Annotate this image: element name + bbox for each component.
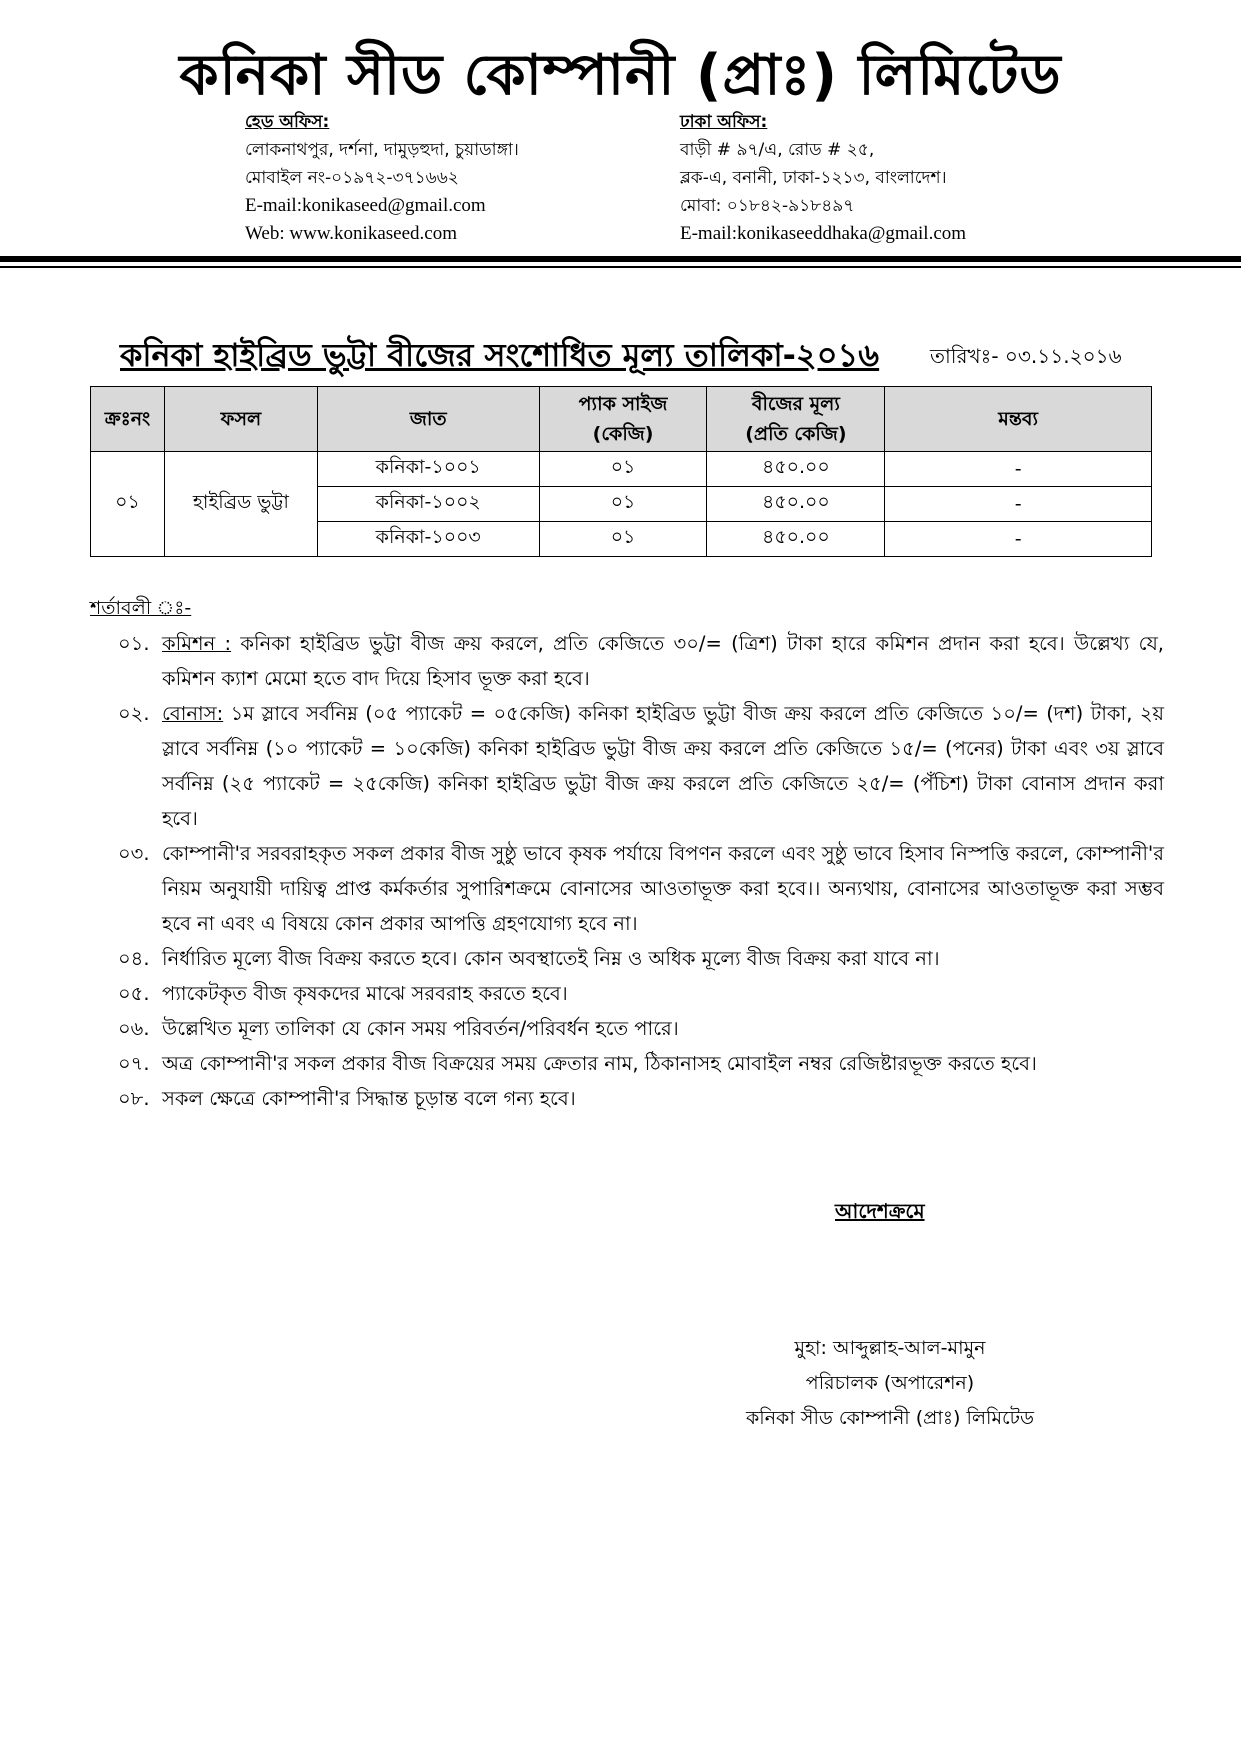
term-label: কমিশন : [162,632,232,655]
term-number: ০১. [118,632,150,655]
table-row [91,452,1152,487]
term-item [118,836,1164,941]
cell-remarks: - [885,522,1152,557]
price-table-header [91,387,1152,452]
term-body [162,626,1164,696]
header-price-line1: বীজের মূল্য [751,393,840,415]
company-name: কনিকা সীড কোম্পানী (প্রাঃ) লিমিটেড [179,43,1062,108]
head-office-block [245,108,519,248]
head-office-heading: হেড অফিস: [245,112,330,132]
term-text: কনিকা হাইব্রিড ভুট্টা বীজ ক্রয় করলে, প্রতি কেজিতে ৩০/= (ত্রিশ) টাকা হারে কমিশন প্রদান করা হবে। উল্লেখ্য যে, কমিশন ক্যাশ মেমো হতে বাদ দিয়ে হিসাব ভূক্ত করা হবে। [162,632,1165,690]
header-crop: ফসল [164,387,317,452]
term-text: প্যাকেটকৃত বীজ কৃষকদের মাঝে সরবরাহ করতে হবে। [162,982,568,1005]
dhaka-office-heading: ঢাকা অফিস: [680,112,768,132]
cell-variety: কনিকা-১০০১ [317,452,539,487]
term-number: ০৬. [118,1017,150,1040]
terms-list [118,626,1164,1116]
term-number: ০৩. [118,842,150,865]
dhaka-office-address-line2: ব্লক-এ, বনানী, ঢাকা-১২১৩, বাংলাদেশ। [680,168,947,188]
term-number: ০৭. [118,1052,150,1075]
cell-variety: কনিকা-১০০৩ [317,522,539,557]
cell-price: ৪৫০.০০ [707,452,885,487]
term-text: ১ম স্লাবে সর্বনিম্ন (০৫ প্যাকেট = ০৫কেজি) কনিকা হাইব্রিড ভুট্টা বীজ ক্রয় করলে প্রতি কেজিতে ১০/= (দশ) টাকা, ২য় স্লাবে সর্বনিম্ন (১০ প্যাকেট = ১০কেজি) কনিকা হাইব্রিড ভুট্টা বীজ ক্রয় করলে প্রতি কেজিতে ১৫/= (পনের) টাকা এবং ৩য় স্লাবে সর্বনিম্ন (২৫ প্যাকেট = ২৫কেজি) কনিকা হাইব্রিড ভুট্টা বীজ ক্রয় করলে প্রতি কেজিতে ২৫/= (পঁচিশ) টাকা বোনাস প্রদান করা হবে। [162,702,1164,830]
header-pack-size-line2: (কেজি) [592,423,654,445]
dhaka-office-address-line1: বাড়ী # ৯৭/এ, রোড # ২৫, [680,140,875,160]
cell-price: ৪৫০.০০ [707,487,885,522]
term-item [118,696,1164,836]
cell-variety: কনিকা-১০০২ [317,487,539,522]
term-text: সকল ক্ষেত্রে কোম্পানী'র সিদ্ধান্ত চূড়ান্ত বলে গন্য হবে। [162,1087,576,1110]
header-price-line2: (প্রতি কেজি) [745,423,847,445]
term-text: কোম্পানী'র সরবরাহকৃত সকল প্রকার বীজ সুষ্ঠু ভাবে কৃষক পর্যায়ে বিপণন করলে এবং সুষ্ঠু ভাবে হিসাব নিস্পত্তি করলে, কোম্পানী'র নিয়ম অনুযায়ী দায়িত্ব প্রাপ্ত কর্মকর্তার সুপারিশক্রমে বোনাসের আওতাভূক্ত করা হবে।। অন্যথায়, বোনাসের আওতাভূক্ত করা সম্ভব হবে না এবং এ বিষয়ে কোন প্রকার আপত্তি গ্রহণযোগ্য হবে না। [162,842,1164,935]
terms-title: শর্তাবলী ঃ- [90,597,192,619]
head-office-address: লোকনাথপুর, দর্শনা, দামুড়হুদা, চুয়াডাঙ্গা। [245,140,519,160]
signatory-name: মুহা: আব্দুল্লাহ-আল-মামুন [794,1337,986,1359]
cell-remarks: - [885,452,1152,487]
cell-pack-size: ০১ [539,522,707,557]
term-item [118,941,1164,976]
term-label: বোনাস: [162,702,224,725]
term-text: নির্ধারিত মূল্যে বীজ বিক্রয় করতে হবে। কোন অবস্থাতেই নিম্ন ও অধিক মূল্যে বীজ বিক্রয় করা যাবে না। [162,947,940,970]
term-number: ০৮. [118,1087,150,1110]
term-body [162,696,1164,836]
header-remarks: মন্তব্য [885,387,1152,452]
header-pack-size [539,387,707,452]
cell-serial: ০১ [91,452,165,557]
header-variety: জাত [317,387,539,452]
cell-price: ৪৫০.০০ [707,522,885,557]
dhaka-office-block [680,108,966,248]
price-list-title: কনিকা হাইব্রিড ভুট্টা বীজের সংশোধিত মূল্য তালিকা-২০১৬ [120,336,880,374]
signatory-company: কনিকা সীড কোম্পানী (প্রাঃ) লিমিটেড [745,1407,1034,1429]
header-price [707,387,885,452]
term-item [118,626,1164,696]
term-number: ০৪. [118,947,150,970]
header-pack-size-line1: প্যাক সাইজ [578,393,668,415]
term-item [118,1046,1164,1081]
header-serial: ক্রঃনং [91,387,165,452]
price-list-date: তারিখঃ- ০৩.১১.২০১৬ [930,344,1122,368]
head-office-web: Web: www.konikaseed.com [245,223,457,244]
cell-remarks: - [885,487,1152,522]
term-item [118,1081,1164,1116]
header-divider-thick [0,256,1241,262]
order-by-label: আদেশক্রমে [835,1199,925,1223]
term-item [118,1011,1164,1046]
dhaka-office-email: E-mail:konikaseeddhaka@gmail.com [680,223,967,244]
term-item [118,976,1164,1011]
term-text: উল্লেখিত মূল্য তালিকা যে কোন সময় পরিবর্তন/পরিবর্ধন হতে পারে। [162,1017,679,1040]
dhaka-office-mobile: মোবা: ০১৮৪২-৯১৮৪৯৭ [680,196,855,216]
head-office-email: E-mail:konikaseed@gmail.com [245,195,486,216]
term-number: ০২. [118,702,150,725]
term-number: ০৫. [118,982,150,1005]
header-divider-thin [0,266,1241,268]
cell-pack-size: ০১ [539,452,707,487]
head-office-mobile: মোবাইল নং-০১৯৭২-৩৭১৬৬২ [245,168,459,188]
cell-crop: হাইব্রিড ভুট্টা [164,452,317,557]
term-text: অত্র কোম্পানী'র সকল প্রকার বীজ বিক্রয়ের সময় ক্রেতার নাম, ঠিকানাসহ মোবাইল নম্বর রেজিষ্টারভূক্ত করতে হবে। [162,1052,1037,1075]
cell-pack-size: ০১ [539,487,707,522]
price-table [90,386,1152,557]
signatory-designation: পরিচালক (অপারেশন) [805,1372,975,1394]
